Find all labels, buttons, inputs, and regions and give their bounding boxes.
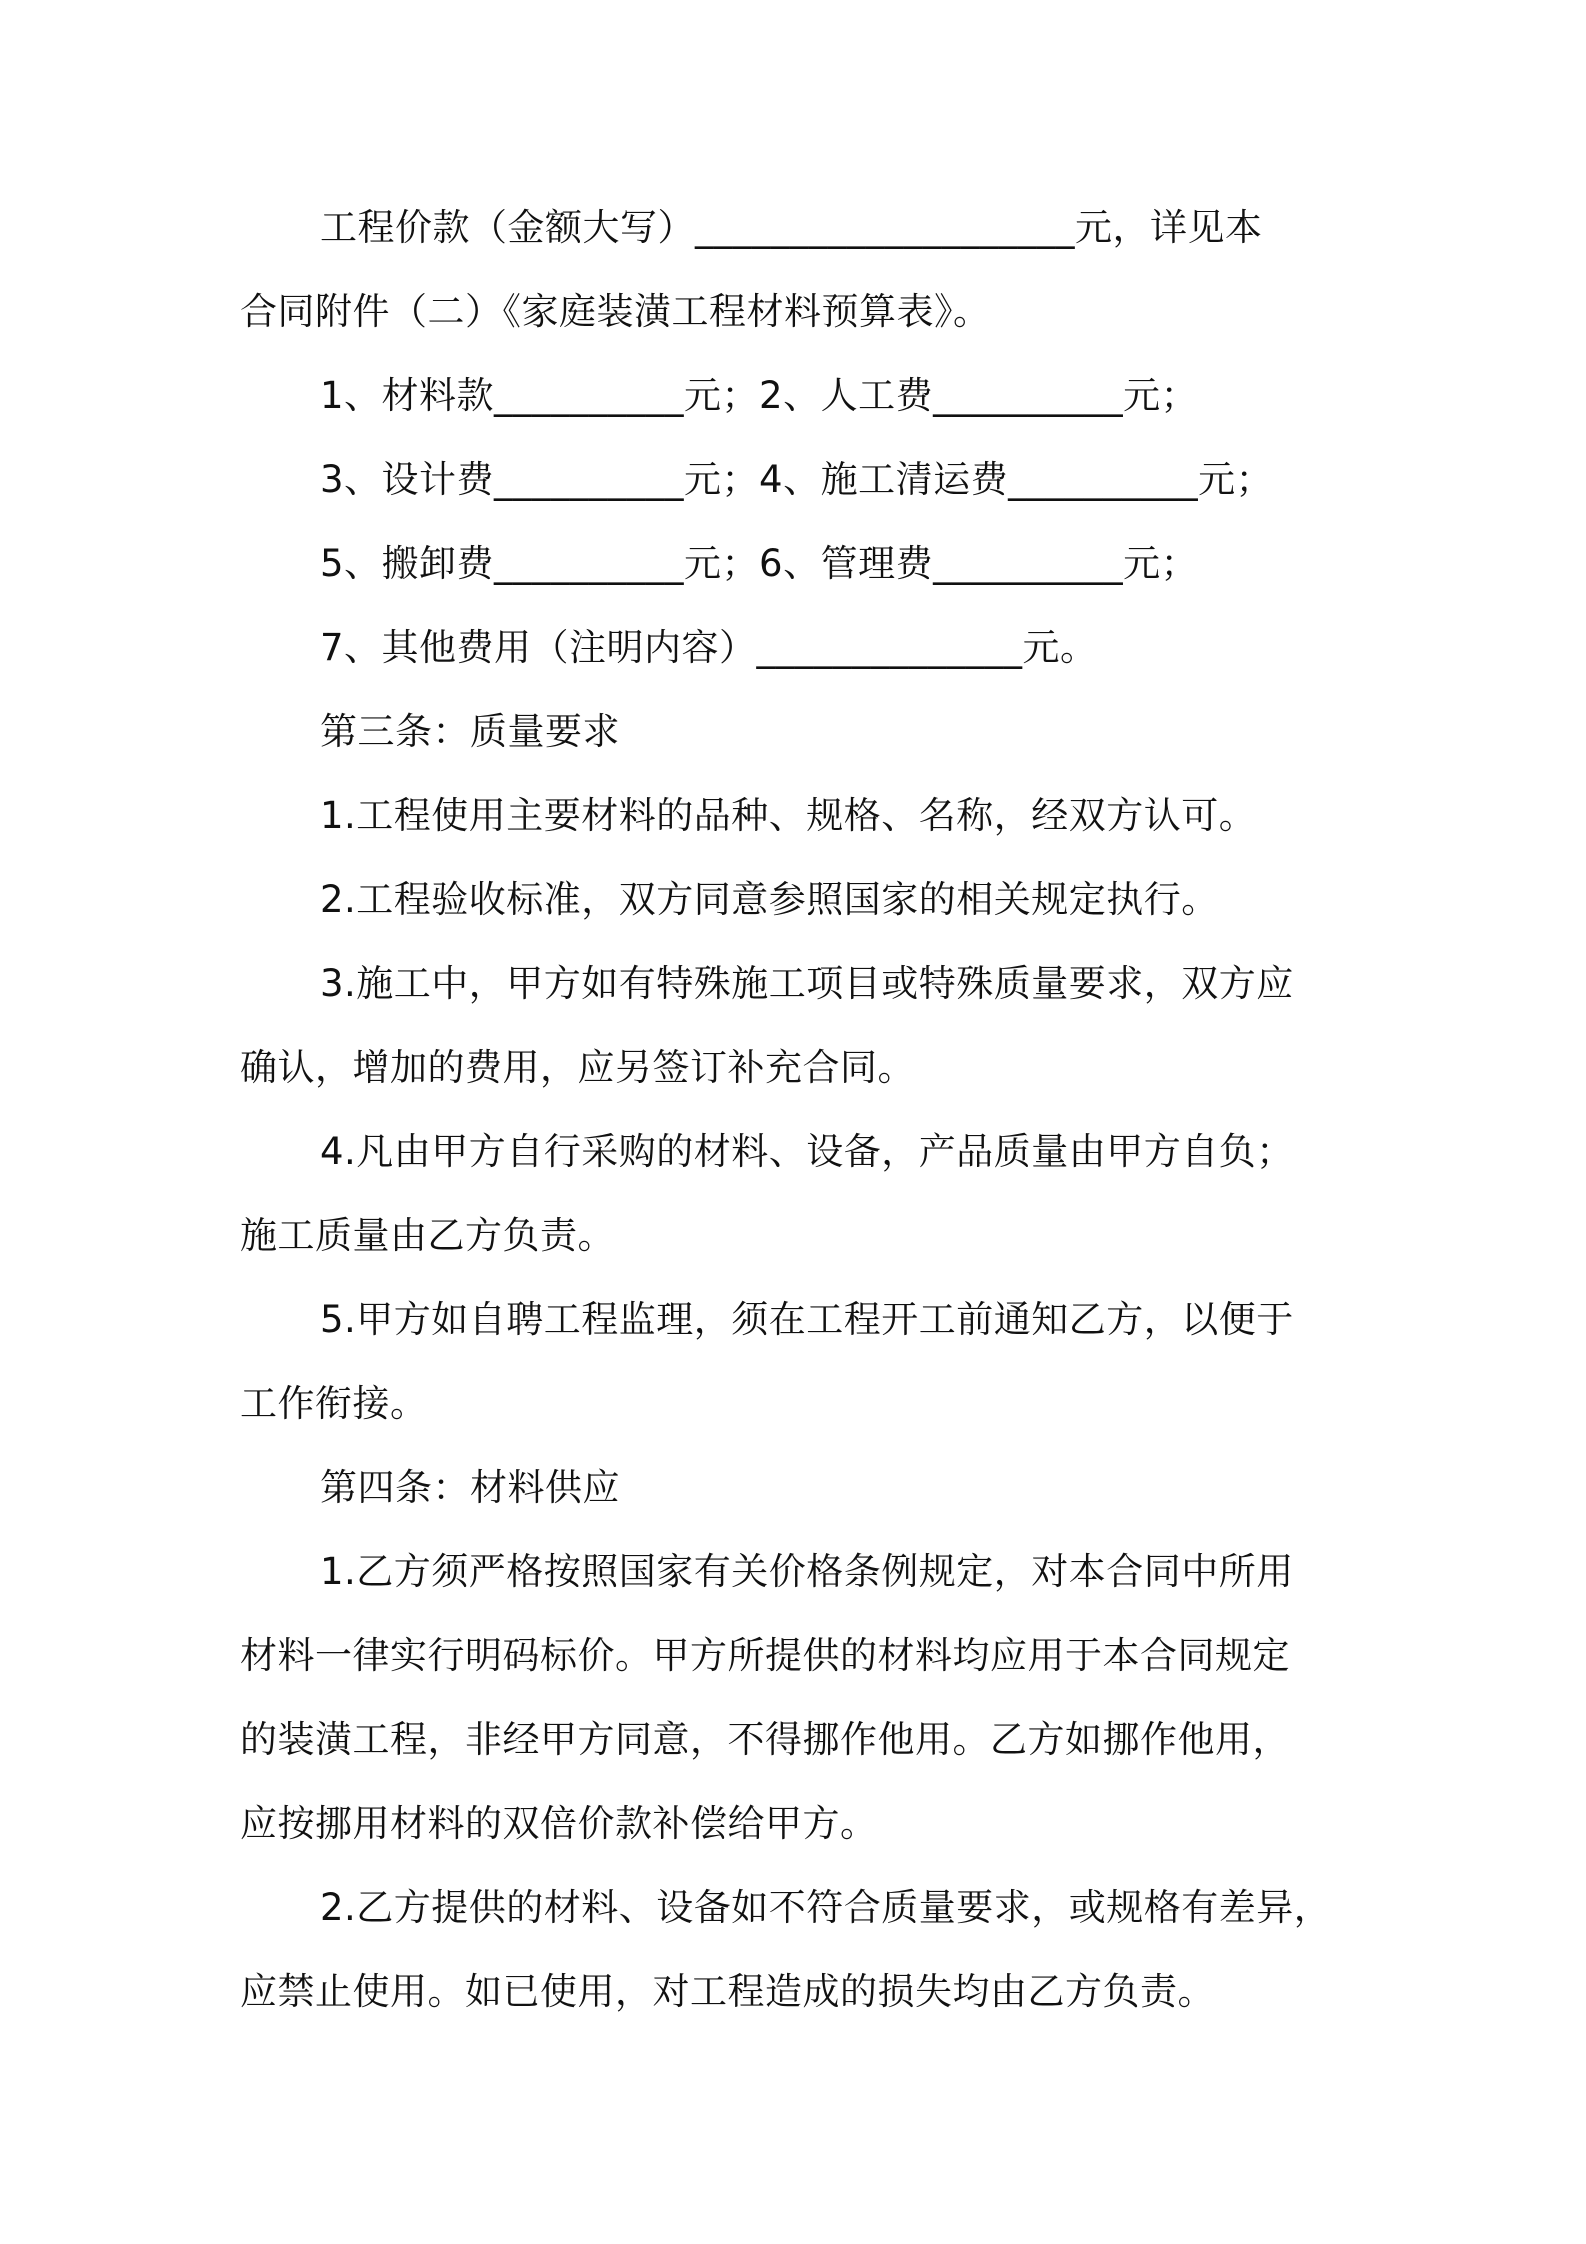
contract-price-line: 工程价款（金额大写）____________________元，详见本 [320, 206, 1263, 249]
fee-line-3-4: 3、设计费__________元；4、施工清运费__________元； [320, 458, 1274, 501]
materials-item-1-line-2: 材料一律实行明码标价。甲方所提供的材料均应用于本合同规定 [240, 1634, 1290, 1677]
quality-item-4-line-2: 施工质量由乙方负责。 [240, 1214, 615, 1257]
materials-item-1-line-1: 1.乙方须严格按照国家有关价格条例规定，对本合同中所用 [320, 1550, 1294, 1593]
materials-item-2-line-2: 应禁止使用。如已使用，对工程造成的损失均由乙方负责。 [240, 1970, 1215, 2013]
section-heading-materials: 第四条：材料供应 [320, 1466, 620, 1509]
quality-item-5-line-2: 工作衔接。 [240, 1382, 428, 1425]
section-heading-quality: 第三条：质量要求 [320, 710, 620, 753]
quality-item-2: 2.工程验收标准，双方同意参照国家的相关规定执行。 [320, 878, 1219, 921]
fee-line-5-6: 5、搬卸费__________元；6、管理费__________元； [320, 542, 1199, 585]
materials-item-1-line-4: 应按挪用材料的双倍价款补偿给甲方。 [240, 1802, 878, 1845]
materials-item-2-line-1: 2.乙方提供的材料、设备如不符合质量要求，或规格有差异， [320, 1886, 1332, 1929]
materials-item-1-line-3: 的装潢工程，非经甲方同意，不得挪作他用。乙方如挪作他用， [240, 1718, 1290, 1761]
appendix-reference-line: 合同附件（二）《家庭装潢工程材料预算表》。 [240, 290, 991, 333]
quality-item-4-line-1: 4.凡由甲方自行采购的材料、设备，产品质量由甲方自负； [320, 1130, 1294, 1173]
fee-line-7: 7、其他费用（注明内容）______________元。 [320, 626, 1098, 669]
fee-line-1-2: 1、材料款__________元；2、人工费__________元； [320, 374, 1199, 417]
quality-item-3-line-2: 确认，增加的费用，应另签订补充合同。 [240, 1046, 915, 1089]
quality-item-1: 1.工程使用主要材料的品种、规格、名称，经双方认可。 [320, 794, 1257, 837]
quality-item-3-line-1: 3.施工中，甲方如有特殊施工项目或特殊质量要求，双方应 [320, 962, 1294, 1005]
quality-item-5-line-1: 5.甲方如自聘工程监理，须在工程开工前通知乙方，以便于 [320, 1298, 1294, 1341]
